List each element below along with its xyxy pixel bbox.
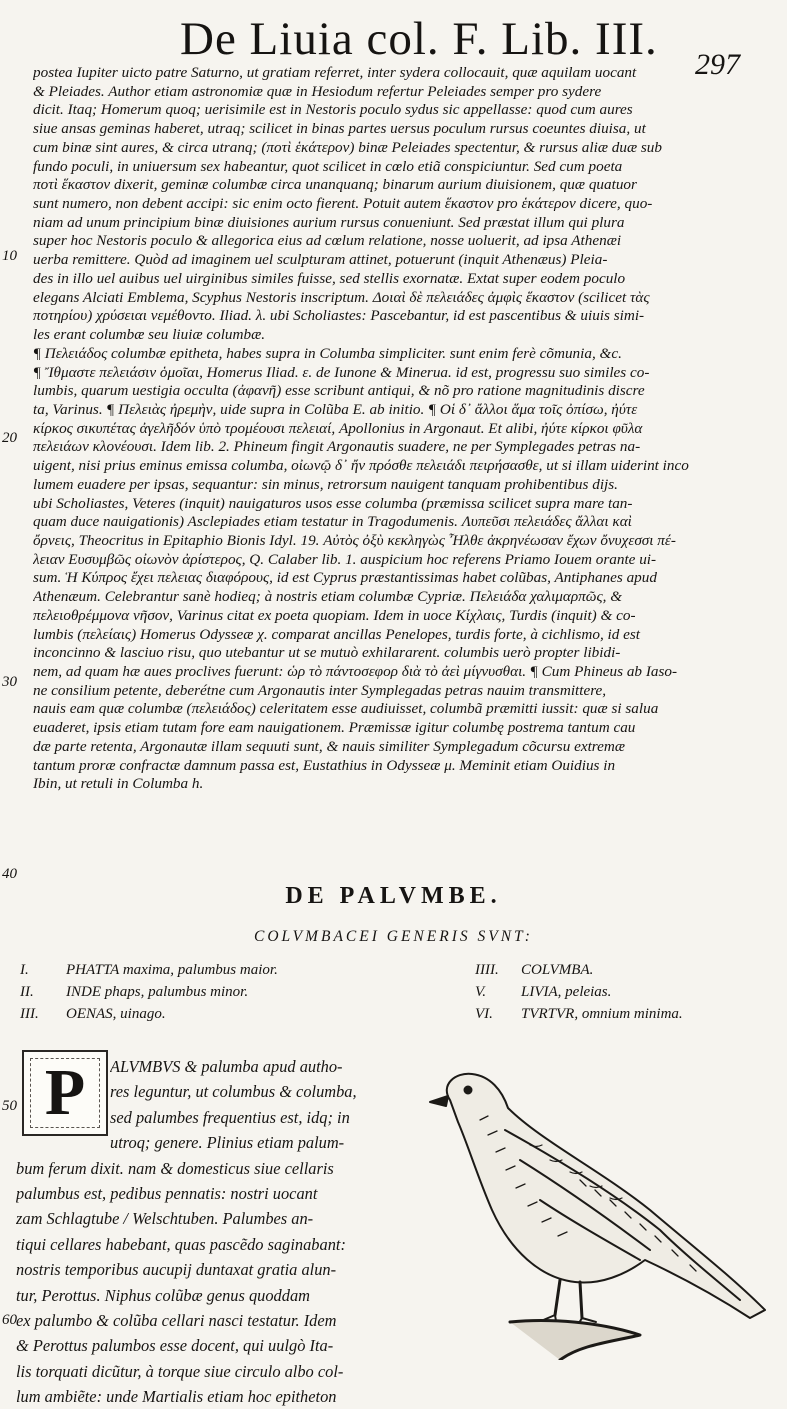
line-number-margin: 50 bbox=[2, 1098, 17, 1114]
paragraph-line: & Perottus palumbos esse docent, qui uulgò Ita- bbox=[16, 1336, 334, 1356]
line-number-margin: 30 bbox=[2, 674, 17, 690]
text-line: dæ parte retenta, Argonautæ illam sequuti sunt, & nauis similiter Symplegadum cõcursu extremæ bbox=[33, 737, 625, 755]
text-line: κίρκος σικυπέτας ἀγελῆδόν ὑπὸ τρομέουσι πελειαί, Apollonius in Argonaut. Et alibi, ἠύτε κίρκοι φῦλα bbox=[33, 419, 643, 437]
text-line: des in illo uel auibus uel uirginibus similes fuisse, sed stellis exornatæ. Extat super eodem poculo bbox=[33, 269, 626, 287]
text-line: ta, Varinus. ¶ Πελειὰς ἠρεμὴν, uide supra in Colũba E. ab initio. ¶ Οἱ δ᾽ ἄλλοι ἅμα τοῖς ὀπίσω, ἠύτε bbox=[33, 400, 638, 418]
text-line: postea Iupiter uicto patre Saturno, ut gratiam referret, inter sydera collocauit, quæ aquilam uocant bbox=[33, 64, 637, 81]
species-item: V. LIVIA, peleias. bbox=[475, 984, 612, 1000]
line-number-margin: 60 bbox=[2, 1312, 17, 1328]
text-line: πελειοθρέμμονα νῆσον, Varinus citat ex poeta quopiam. Idem in uoce Κίχλαις, Turdis (inquit) & co- bbox=[33, 606, 636, 624]
text-line: ¶ Ἴθμαστε πελειάσιν ὁμοῖαι, Homerus Iliad. ε. de Iunone & Minerua. id est, progressu suo similes co- bbox=[33, 363, 650, 381]
species-item: I. PHATTA maxima, palumbus maior. bbox=[20, 962, 278, 978]
running-head: De Liuia col. F. Lib. III. bbox=[180, 13, 658, 65]
text-line: siue ansas geminas haberet, utraq; scilicet in binas partes uersus poculum rursus coeuntes diuisa, ut bbox=[33, 120, 646, 138]
paragraph-line: tiqui cellares habebant, quas pascẽdo saginabant: bbox=[16, 1234, 346, 1254]
text-line: fundo poculi, in uniuersum sex habeantur, quot scilicet in cœlo etiã conspiciuntur. Sed cum poeta bbox=[33, 157, 623, 175]
text-line: quam duce nauigationis) Asclepiades etiam testatur in Tragodumenis. Λυπεῦσι πελειάδες ἄλλαι καὶ bbox=[33, 513, 632, 531]
paragraph-line: ALVMBVS & palumba apud autho- bbox=[110, 1057, 343, 1076]
text-line: ubi Scholiastes, Veteres (inquit) nauigaturos usos esse columba (præmissa scilicet supra mare tan- bbox=[33, 494, 633, 512]
text-line: super hoc Nestoris poculo & allegorica eius ad cœlum relatione, nosse uoluerit, ad ipsa Athenæi bbox=[33, 232, 622, 250]
text-line: niam ad unum principium binæ diuisiones aurium rursus conueniunt. Sed præstat illum qui plura bbox=[33, 213, 625, 231]
palumbe-paragraph bbox=[16, 1054, 410, 1409]
pigeon-woodcut-illustration bbox=[410, 1060, 780, 1360]
section-heading: DE PALVMBE. bbox=[285, 883, 502, 909]
species-item: VI. TVRTVR, omnium minima. bbox=[475, 1006, 683, 1022]
text-line: uerba remittere. Quòd ad imaginem uel sculpturam attinet, potuerunt (inquit Athenæus) Pleia- bbox=[33, 251, 608, 269]
text-line: Athenæum. Celebrantur sanè hodieq; à nostris etiam columbæ Cypriæ. Πελειάδα χαλιμαρπῶς, & bbox=[33, 588, 623, 606]
text-line: cum binæ sint aures, & circa utranq; (ποτὶ ἑκάτερον) binæ Peleiades spectentur, & rursus aliæ duæ sub bbox=[33, 138, 662, 156]
paragraph-line: lum ambiẽte: unde Martialis etiam hoc epitheton bbox=[16, 1387, 337, 1407]
text-line: lumbis, quarum uestigia occulta (ἀφανῆ) esse scribunt antiqui, & nõ pro ratione magnitudinis discre bbox=[33, 382, 645, 400]
line-number-margin: 20 bbox=[2, 430, 17, 446]
text-line: euaderet, ipsis etiam tutam fore eam nauigationem. Præmissæ igitur columbę postrema tantum cau bbox=[33, 719, 636, 737]
text-line: sunt numero, non debent accipi: sic enim octo fierent. Potuit autem ἕκαστον pro ἑκάτερον dicere, quo- bbox=[33, 195, 653, 213]
text-line: ὄρνεις, Theocritus in Epitaphio Bionis Idyl. 19. Αὐτὸς ὀξὺ κεκληγὼς Ἦλθε ἀκρηνέωσαν ἔχων ὄνυχεσσι πέ- bbox=[33, 531, 676, 549]
line-number-margin: 40 bbox=[2, 866, 17, 882]
paragraph-line: nostris temporibus aucupij duntaxat gratia alun- bbox=[16, 1260, 337, 1280]
species-item: III. OENAS, uinago. bbox=[20, 1006, 166, 1022]
text-line: & Pleiades. Author etiam astronomiæ quæ in Hesiodum refertur Peleiades semper pro sydere bbox=[33, 82, 602, 100]
paragraph-line: tur, Perottus. Niphus colũbæ genus quoddam bbox=[16, 1285, 310, 1305]
paragraph-line: lis torquati dicũtur, à torque siue circulo albo col- bbox=[16, 1361, 344, 1381]
text-line: tantum proræ confractæ damnum passa est, Eustathius in Odysseæ μ. Meminit etiam Ouidius in bbox=[33, 756, 616, 774]
drop-cap-initial: P bbox=[22, 1050, 108, 1136]
text-line: λειαν Ευσυμβῶς οἰωνὸν ἀρίστερος, Q. Calaber lib. 1. auspicium hoc referens Priamo Iouem orante ui- bbox=[33, 550, 657, 568]
text-line: sum. Ἡ Κύπρος ἔχει πελειας διαφόρους, id est Cyprus præstantissimas habet colũbas, Antiphanes apud bbox=[33, 569, 657, 587]
text-line: elegans Alciati Emblema, Scyphus Nestoris inscriptum. Δοιαὶ δὲ πελειάδες ἀμφὶς ἕκαστον (scilicet τὰς bbox=[33, 288, 650, 306]
text-line: nauis eam quæ columbæ (πελειάδος) celeritatem esse audiuisset, columbã præmitti iussit: quæ si salua bbox=[33, 700, 659, 718]
text-line: ποτηρίου) χρύσειαι νεμέθοντο. Iliad. λ. ubi Scholiastes: Pascebantur, id est pascentibus & uiuis simi- bbox=[33, 307, 645, 325]
paragraph-line: palumbus est, pedibus pennatis: nostri uocant bbox=[16, 1183, 318, 1203]
text-line: πελειάων κλονέουσι. Idem lib. 2. Phineum fingit Argonautis suadere, ne per Symplegades petras na- bbox=[33, 438, 641, 456]
text-line: inconcinno & lasciuo risu, quo utebantur ut se mutuò exhilararent. columbis uerò propter libidi- bbox=[33, 644, 621, 662]
section-subheading: COLVMBACEI GENERIS SVNT: bbox=[254, 928, 533, 945]
main-text-block bbox=[33, 64, 773, 794]
text-line: ποτὶ ἕκαστον dixerit, geminæ columbæ circa unanquanq; binarum aurium diuisionem, quæ quatuor bbox=[33, 176, 637, 194]
paragraph-line: zam Schlagtube / Welschtuben. Palumbes an- bbox=[16, 1209, 314, 1229]
line-number-margin: 10 bbox=[2, 248, 17, 264]
paragraph-line: bum ferum dixit. nam & domesticus siue cellaris bbox=[16, 1158, 334, 1178]
text-line: ¶ Πελειάδος columbæ epitheta, habes supra in Columba simpliciter. sunt enim ferè cõmunia, &c. bbox=[33, 344, 622, 362]
text-line: lumem euadere per ipsas, sequantur: sin minus, retrorsum nauigent tanquam prohibentibus dijs. bbox=[33, 475, 618, 493]
paragraph-line: res leguntur, ut columbus & columba, bbox=[110, 1082, 357, 1102]
text-line: uigent, nisi prius eminus emissa columba, οἰωνῷ δ᾽ ἤν πρόσθε πελειάδι πειρήσασθε, ut si illam uiderint inco bbox=[33, 457, 689, 475]
text-line: Ibin, ut retuli in Columba h. bbox=[33, 775, 204, 793]
species-item: II. INDE phaps, palumbus minor. bbox=[20, 984, 249, 1000]
text-line: les erant columbæ seu liuiæ columbæ. bbox=[33, 326, 266, 344]
text-line: nem, ad quam hæ aues proclives fuerunt: ὡρ τὸ πάντοσεφορ διὰ τὸ ἀεὶ μίγνυσθαι. ¶ Cum Phineus ab Iaso- bbox=[33, 663, 678, 680]
paragraph-line: sed palumbes frequentius est, idq; in bbox=[110, 1107, 350, 1127]
text-line: ne consilium petente, deberétne cum Argonautis inter Symplegadas petras nauim transmittere, bbox=[33, 681, 607, 699]
paragraph-line: ex palumbo & colũba cellari nasci testatur. Idem bbox=[16, 1310, 337, 1330]
paragraph-line: utroq; genere. Plinius etiam palum- bbox=[110, 1133, 345, 1153]
species-item: IIII. COLVMBA. bbox=[475, 962, 594, 978]
page-number: 297 bbox=[695, 48, 740, 81]
text-line: dicit. Itaq; Homerum quoq; uerisimile est in Nestoris poculo sydus sic appellasse: quod cum aures bbox=[33, 101, 633, 119]
text-line: lumbis (πελείαις) Homerus Odysseæ χ. comparat ancillas Penelopes, turdis forte, à cichlismo, id est bbox=[33, 625, 641, 643]
